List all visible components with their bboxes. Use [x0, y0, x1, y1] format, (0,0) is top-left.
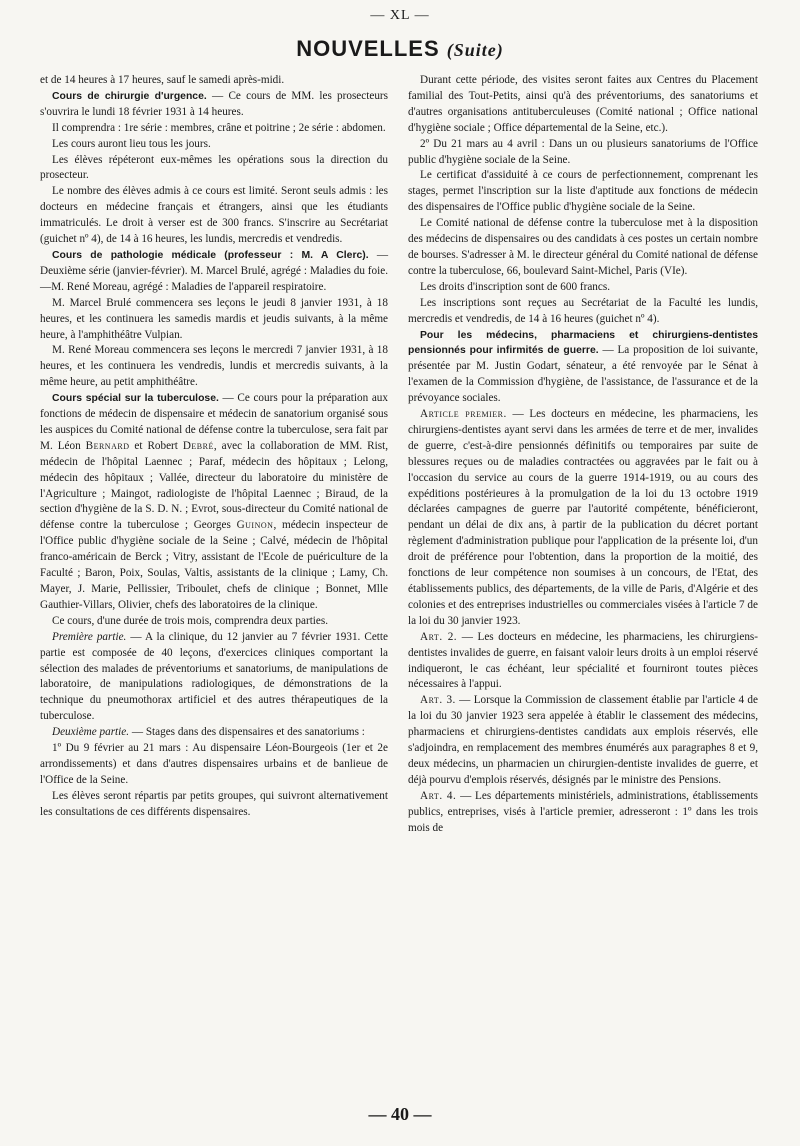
page-number: — 40 — — [368, 1104, 432, 1124]
paragraph-text: — A la clinique, du 12 janvier au 7 février 1931. Cette partie est composée de 40 leçons, d'exercices cliniques comportant la sélection des malades de préventoriums et sanatoriums, de manipulations de laboratoire, de manipulations radiologiques, de démonstrations de la technique du pneumothorax artificiel et des autres thérapeutiques de la tuberculose. — [40, 630, 388, 723]
paragraph-text: — Ce cours de MM. les prosecteurs s'ouvrira le lundi 18 février 1931 à 14 heures. — [40, 89, 388, 118]
paragraph — [40, 630, 388, 725]
paragraph — [40, 89, 388, 121]
part-label: Première partie. — [52, 630, 127, 643]
paragraph — [40, 391, 388, 614]
paragraph — [40, 725, 388, 741]
section-title — [0, 36, 800, 62]
paragraph: Les inscriptions sont reçues au Secrétariat de la Faculté les lundis, mercredis et vendredis, de 14 à 16 heures (guichet nº 4). — [408, 296, 758, 325]
paragraph: Le certificat d'assiduité à ce cours de perfectionnement, comprenant les stages, permet l'inscription sur la liste d'aptitude aux fonctions de médecin des dispensaires de l'Office public d'hygiène sociale de la Seine. — [408, 169, 758, 214]
section-heading: Cours spécial sur la tuberculose. — [52, 393, 219, 405]
paragraph: Les cours auront lieu tous les jours. — [52, 137, 211, 150]
paragraph: 2º Du 21 mars au 4 avril : Dans un ou plusieurs sanatoriums de l'Office public d'hygiène sociale de la Seine. — [408, 137, 758, 166]
paragraph — [408, 328, 758, 408]
paragraph: Les droits d'inscription sont de 600 francs. — [420, 280, 610, 293]
paragraph-text: — Ce cours pour la préparation aux fonctions de médecin de dispensaire et médecin de sanatorium organisé sous les auspices du Comité national de défense contre la tuberculose, sera fait par M. Léon — [40, 392, 388, 452]
paragraph-text: — La proposition de loi suivante, présentée par M. Justin Godart, sénateur, a été renvoyée par le Sénat à l'examen de la Commission d'hygiène, de l'assistance, de l'assurance et de la prévoyance sociales. — [408, 344, 758, 405]
paragraph-text: — Les docteurs en médecine, les pharmaciens, les chirurgiens-dentistes ayant servi dans les armées de terre et de mer, invalides de guerre, c'est-à-dire pensionnés définitifs ou temporaires par suite de blessures reçues ou de maladies contractées ou aggravées par le fait ou à l'occasion du service au cours de la guerre 1914-1919, ou au cours des expéditions postérieures à la promulgation de la loi du 13 octobre 1919 déclarées campagnes de guerre par l'autorité compétente, bénéficieront, pendant un délai de dix ans, à partir de la publication du décret portant règlement d'administration publique pour l'application de la présente loi, d'un droit de préférence pour l'obtention, dans la proportion de la moitié, des fonctions de leur compétence non soumises à un concours, de l'Etat, des établissements publics, des départements, de la ville de Paris, d'Algérie et des colonies et des entreprises industrielles ou commerciales visées à l'article 7 de la loi du 30 janvier 1923. — [408, 408, 758, 627]
section-heading: Cours de chirurgie d'urgence. — [52, 90, 207, 102]
paragraph — [408, 407, 758, 630]
paragraph: Durant cette période, des visites seront faites aux Centres du Placement familial des Tout-Petits, ainsi qu'à des préventoriums, des sanatoriums et d'autres organisations antituberculeuses (Comité national ; Office national d'hygiène sociale ; Office départemental de la Seine, etc.). — [408, 74, 758, 134]
paragraph-text: — Les docteurs en médecine, les pharmaciens, les chirurgiens-dentistes invalides de guerre, en faisant valoir leurs droits à un emploi réservé indiqueront, le cas échéant, leur spécialité et fourniront toutes pièces nécessaires à l'appui. — [408, 630, 758, 691]
paragraph: Le Comité national de défense contre la tuberculose met à la disposition des médecins de dispensaires ou des candidats à ces postes un certain nombre de bourses. S'adresser à M. le directeur général du Comité national de défense contre la tuberculose, 66, boulevard Saint-Michel, Paris (VIe). — [408, 217, 758, 277]
paragraph: Les élèves seront répartis par petits groupes, qui suivront alternativement les consultations de ces différents dispensaires. — [40, 789, 388, 818]
article-label: Art. 4. — [420, 789, 457, 802]
paragraph: 1º Du 9 février au 21 mars : Au dispensaire Léon-Bourgeois (1er et 2e arrondissements) et dans d'autres dispensaires urbains et de banlieue de l'Office de la Seine. — [40, 742, 388, 786]
paragraph — [408, 693, 758, 788]
paragraph: Les élèves répéteront eux-mêmes les opérations sous la direction du prosecteur. — [40, 153, 388, 182]
paragraph-text: — Stages dans des dispensaires et des sanatoriums : — [129, 726, 365, 739]
paragraph-text: , avec la collaboration de MM. Rist, médecin de l'hôpital Laennec ; Paraf, médecin des hôpitaux ; Lelong, médecin des hôpitaux ; Vallée, directeur du laboratoire du ministère de l'Agriculture ; Maingot, radiologiste de l'hôpital Laennec ; Biraud, de la section d'hygiène de la S. D. N. ; Evrot, sous-directeur du Comité national de défense contre la tuberculose ; Georges — [40, 439, 388, 532]
paragraph-text: et Robert — [129, 439, 183, 452]
title-text: NOUVELLES — [296, 36, 440, 61]
paragraph: Le nombre des élèves admis à ce cours est limité. Seront seuls admis : les docteurs en médecine français et étrangers, ainsi que les étudiants immatriculés. Le droit à verser est de 300 francs. S'inscrire au Secrétariat (guichet nº 4), de 14 à 16 heures, les lundis, mercredis et vendredis. — [40, 185, 388, 246]
article-label: Article premier. — [420, 408, 507, 421]
paragraph — [408, 789, 758, 837]
paragraph — [408, 630, 758, 694]
article-label: Art. 3. — [420, 694, 456, 707]
article-label: Art. 2. — [420, 630, 458, 643]
paragraph-text: , médecin inspecteur de l'Office public d'hygiène sociale de la Seine ; Calvé, médecin de l'hôpital franco-américain de Berck ; Vitry, assistant de l'Ecole de puériculture de la Faculté ; Baron, Poix, Soulas, Valtis, assistants de la clinique ; Lamy, Ch. Mayer, J. Marie, Pellissier, Triboulet, chefs de clinique ; Bonnet, Mlle Gauthier-Villars, Olivier, chefs des laboratoires de la clinique. — [40, 519, 388, 611]
paragraph — [40, 248, 388, 296]
paragraph: M. René Moreau commencera ses leçons le mercredi 7 janvier 1931, à 18 heures, et les continuera les vendredis, lundis et mercredis suivants, à la même heure, au petit amphithéâtre. — [40, 344, 388, 389]
roman-page-number: — XL — — [370, 8, 430, 23]
part-label: Deuxième partie. — [52, 726, 130, 739]
paragraph-text: — Deuxième série (janvier-février). M. Marcel Brulé, agrégé : Maladies du foie. —M. René Moreau, agrégé : Maladies de l'appareil respiratoire. — [40, 248, 389, 293]
paragraph: Ce cours, d'une durée de trois mois, comprendra deux parties. — [52, 614, 329, 627]
left-column — [40, 73, 388, 821]
section-heading: Pour les médecins, pharmaciens et chirurgiens-dentistes pensionnés pour infirmités de guerre. — [408, 329, 758, 357]
person-name: Debré — [182, 439, 214, 452]
paragraph: et de 14 heures à 17 heures, sauf le samedi après-midi. — [40, 74, 285, 86]
right-column — [408, 73, 758, 837]
paragraph: Il comprendra : 1re série : membres, crâne et poitrine ; 2e série : abdomen. — [52, 121, 386, 134]
person-name: Guinon — [236, 519, 274, 532]
title-suite: (Suite) — [446, 40, 504, 60]
person-name: Bernard — [85, 439, 130, 452]
paragraph-text: — Les départements ministériels, administrations, établissements publics, entreprises, visés à l'article premier, adresseront : 1º dans les trois mois de — [408, 789, 758, 834]
paragraph: M. Marcel Brulé commencera ses leçons le jeudi 8 janvier 1931, à 18 heures, et les continuera les samedis mardis et jeudis suivants, à la même heure, à l'amphithéâtre Vulpian. — [40, 296, 388, 341]
section-heading: Cours de pathologie médicale (professeur : M. A Clerc). — [52, 249, 369, 261]
paragraph-text: — Lorsque la Commission de classement établie par l'article 4 de la loi du 30 janvier 1923 sera appelée à établir le classement des médecins, pharmaciens et chirurgiens-dentistes candidats aux emplois réservés, elle s'adjoindra, en remplacement des membres énumérés aux paragraphes 8 et 9, deux médecins, un pharmacien un chirurgien-dentiste invalides de guerre, et déjà pourvu d'emplois réservés, désignés par le ministre des Pensions. — [408, 694, 758, 786]
